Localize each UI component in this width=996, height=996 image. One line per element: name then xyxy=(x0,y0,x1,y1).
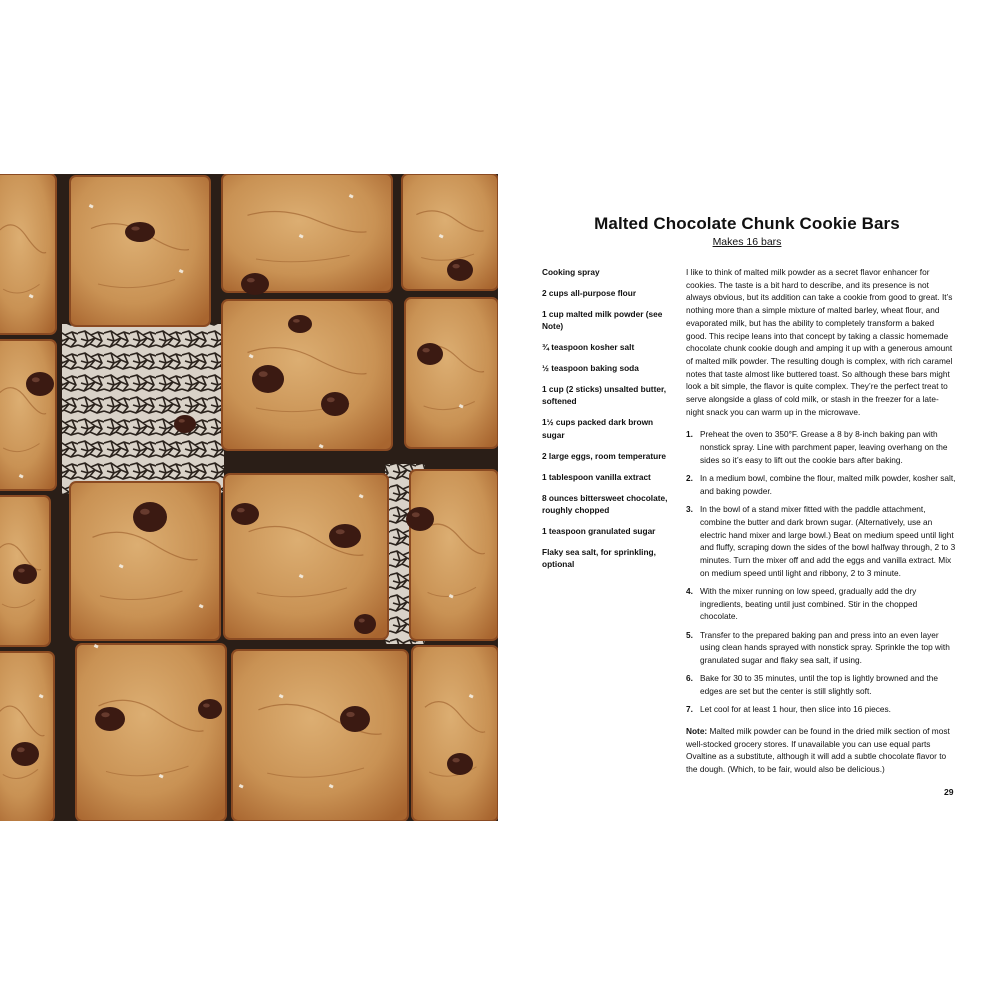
chocolate-shine xyxy=(412,512,420,517)
step-text: In the bowl of a stand mixer fitted with the paddle attachment, combine the butter and dark brown sugar. (Alternatively, use an electric hand mixer and large bowl.) Beat on medium speed until light and fluffy, scraping down the sides of the bowl halfway through, 2 to 3 minutes. Turn the mixer off and add the eggs and vanilla extract. Mix on medium speed until light and ribbony, 2 to 3 minute. xyxy=(700,504,956,578)
step-number: 7. xyxy=(686,704,693,715)
chocolate-chunk xyxy=(321,392,349,416)
chocolate-shine xyxy=(140,509,150,515)
chocolate-shine xyxy=(293,319,300,323)
chocolate-shine xyxy=(452,758,459,762)
page-number: 29 xyxy=(944,787,954,797)
recipe-body xyxy=(686,266,956,776)
chocolate-chunk xyxy=(198,699,222,719)
chocolate-shine xyxy=(101,712,109,717)
chocolate-chunk xyxy=(125,222,155,242)
chocolate-chunk xyxy=(231,503,259,525)
cookie-bar xyxy=(412,646,498,821)
chocolate-shine xyxy=(346,712,354,717)
chocolate-shine xyxy=(359,619,365,623)
ingredient-item: 2 cups all-purpose flour xyxy=(542,287,637,298)
method-step xyxy=(686,585,956,623)
cookie-bar xyxy=(232,650,408,821)
chocolate-shine xyxy=(327,397,335,402)
chocolate-chunk xyxy=(417,343,443,365)
cookbook-spread xyxy=(0,174,996,821)
chocolate-chunk xyxy=(11,742,39,766)
ingredient-list xyxy=(542,266,668,579)
step-text: Transfer to the prepared baking pan and press into an even layer using clean hands sprayed with nonstick spray. Sprinkle the top with granulated sugar and flaky sea salt, if using. xyxy=(700,629,950,666)
chocolate-chunk xyxy=(252,365,284,393)
method-step xyxy=(686,703,956,716)
step-text: With the mixer running on low speed, gradually add the dry ingredients, beating until just combined. Stir in the chopped chocolate. xyxy=(700,585,918,622)
chocolate-chunk xyxy=(329,524,361,548)
chocolate-shine xyxy=(203,704,210,708)
chocolate-chunk xyxy=(133,502,167,532)
recipe-headnote: I like to think of malted milk powder as a secret flavor enhancer for cookies. The taste is a bit hard to describe, and its presence is not always obvious, but its addition can take a cookie from good to great. It’s nothing more than a simple mixture of malted barley, wheat flour, and evaporated milk, but has the ability to completely transform a baked good. This recipe leans into that concept by taking a classic homemade chocolate chunk cookie dough and amping it up with a generous amount of malted milk powder. The resulting dough is complex, with rich caramel notes that taste almost like buttered toast. So although these bars might look a bit simple, the flavor is quite complex. They’re the perfect treat to serve alongside a glass of cold milk, or stash in the freezer for a late-night snack you can warm up in the microwave. xyxy=(686,267,953,417)
step-text: Preheat the oven to 350°F. Grease a 8 by 8-inch baking pan with nonstick spray. Line with parchment paper, leaving overhang on the sides so it’s easy to lift out the cookie bars after baking. xyxy=(700,429,948,465)
chocolate-shine xyxy=(422,348,429,352)
step-number: 2. xyxy=(686,473,693,484)
cookie-bar xyxy=(70,176,210,326)
chocolate-shine xyxy=(237,508,245,512)
chocolate-chunk xyxy=(340,706,370,732)
chocolate-shine xyxy=(131,227,139,231)
cookie-bar xyxy=(410,470,498,640)
ingredient-item: ½ teaspoon baking soda xyxy=(542,363,639,374)
chocolate-shine xyxy=(247,278,255,282)
ingredient-item: Flaky sea salt, for sprinkling, optional xyxy=(542,546,656,570)
step-number: 5. xyxy=(686,629,693,640)
ingredient-item: 8 ounces bittersweet chocolate, roughly chopped xyxy=(542,492,668,516)
recipe-note xyxy=(686,725,956,776)
step-text: In a medium bowl, combine the flour, malted milk powder, kosher salt, and baking powder. xyxy=(700,473,956,496)
cookie-bar xyxy=(222,174,392,292)
step-number: 4. xyxy=(686,585,693,596)
method-steps xyxy=(686,428,956,716)
step-text: Bake for 30 to 35 minutes, until the top is lightly browned and the edges are set but the center is still slightly soft. xyxy=(700,673,938,697)
chocolate-shine xyxy=(452,264,459,268)
ingredient-item: ¾ teaspoon kosher salt xyxy=(542,342,635,353)
cookie-bars-photo xyxy=(0,174,498,821)
cookie-bars-illustration xyxy=(0,174,498,821)
cookie-bar xyxy=(405,298,498,448)
recipe-yield: Makes 16 bars xyxy=(712,236,782,248)
ingredient-item: 1 cup (2 sticks) unsalted butter, softened xyxy=(542,383,667,407)
chocolate-chunk xyxy=(447,259,473,281)
method-step xyxy=(686,503,956,579)
ingredient-item: 1 tablespoon vanilla extract xyxy=(542,471,651,482)
chocolate-chunk xyxy=(174,415,196,433)
ingredient-item: 2 large eggs, room temperature xyxy=(542,450,667,461)
ingredient-item: Cooking spray xyxy=(542,267,600,277)
chocolate-chunk xyxy=(447,753,473,775)
step-number: 3. xyxy=(686,504,693,515)
chocolate-chunk xyxy=(406,507,434,531)
ingredient-item: 1 cup malted milk powder (see Note) xyxy=(542,308,663,332)
step-number: 6. xyxy=(686,673,693,684)
chocolate-shine xyxy=(179,419,185,423)
chocolate-chunk xyxy=(241,273,269,295)
method-step xyxy=(686,472,956,497)
recipe-page xyxy=(498,174,996,821)
method-step xyxy=(686,672,956,697)
ingredient-item: 1 teaspoon granulated sugar xyxy=(542,525,656,536)
chocolate-chunk xyxy=(288,315,312,333)
note-text: Malted milk powder can be found in the dried milk section of most well-stocked grocery stores. If unavailable you can use equal parts Ovaltine as a substitute, although it will add a subtle chocolate flavor to the dough. (Which, to be fair, would also be delicious.) xyxy=(686,726,950,775)
chocolate-shine xyxy=(32,377,40,382)
method-step xyxy=(686,428,956,466)
ingredient-item: 1½ cups packed dark brown sugar xyxy=(542,417,654,440)
chocolate-chunk xyxy=(354,614,376,634)
method-step xyxy=(686,629,956,667)
step-text: Let cool for at least 1 hour, then slice into 16 pieces. xyxy=(700,704,891,715)
chocolate-shine xyxy=(18,569,25,573)
chocolate-shine xyxy=(17,747,25,752)
cookie-bar xyxy=(0,174,56,334)
step-number: 1. xyxy=(686,429,693,440)
cookie-bar xyxy=(0,652,54,821)
chocolate-chunk xyxy=(95,707,125,731)
note-label: Note: xyxy=(686,726,708,737)
cookie-bar xyxy=(0,340,56,490)
recipe-title: Malted Chocolate Chunk Cookie Bars xyxy=(594,214,900,233)
chocolate-chunk xyxy=(26,372,54,396)
chocolate-shine xyxy=(336,529,345,534)
cookie-bar xyxy=(76,644,226,821)
chocolate-shine xyxy=(259,371,268,377)
chocolate-chunk xyxy=(13,564,37,584)
parchment-patch xyxy=(62,324,224,494)
